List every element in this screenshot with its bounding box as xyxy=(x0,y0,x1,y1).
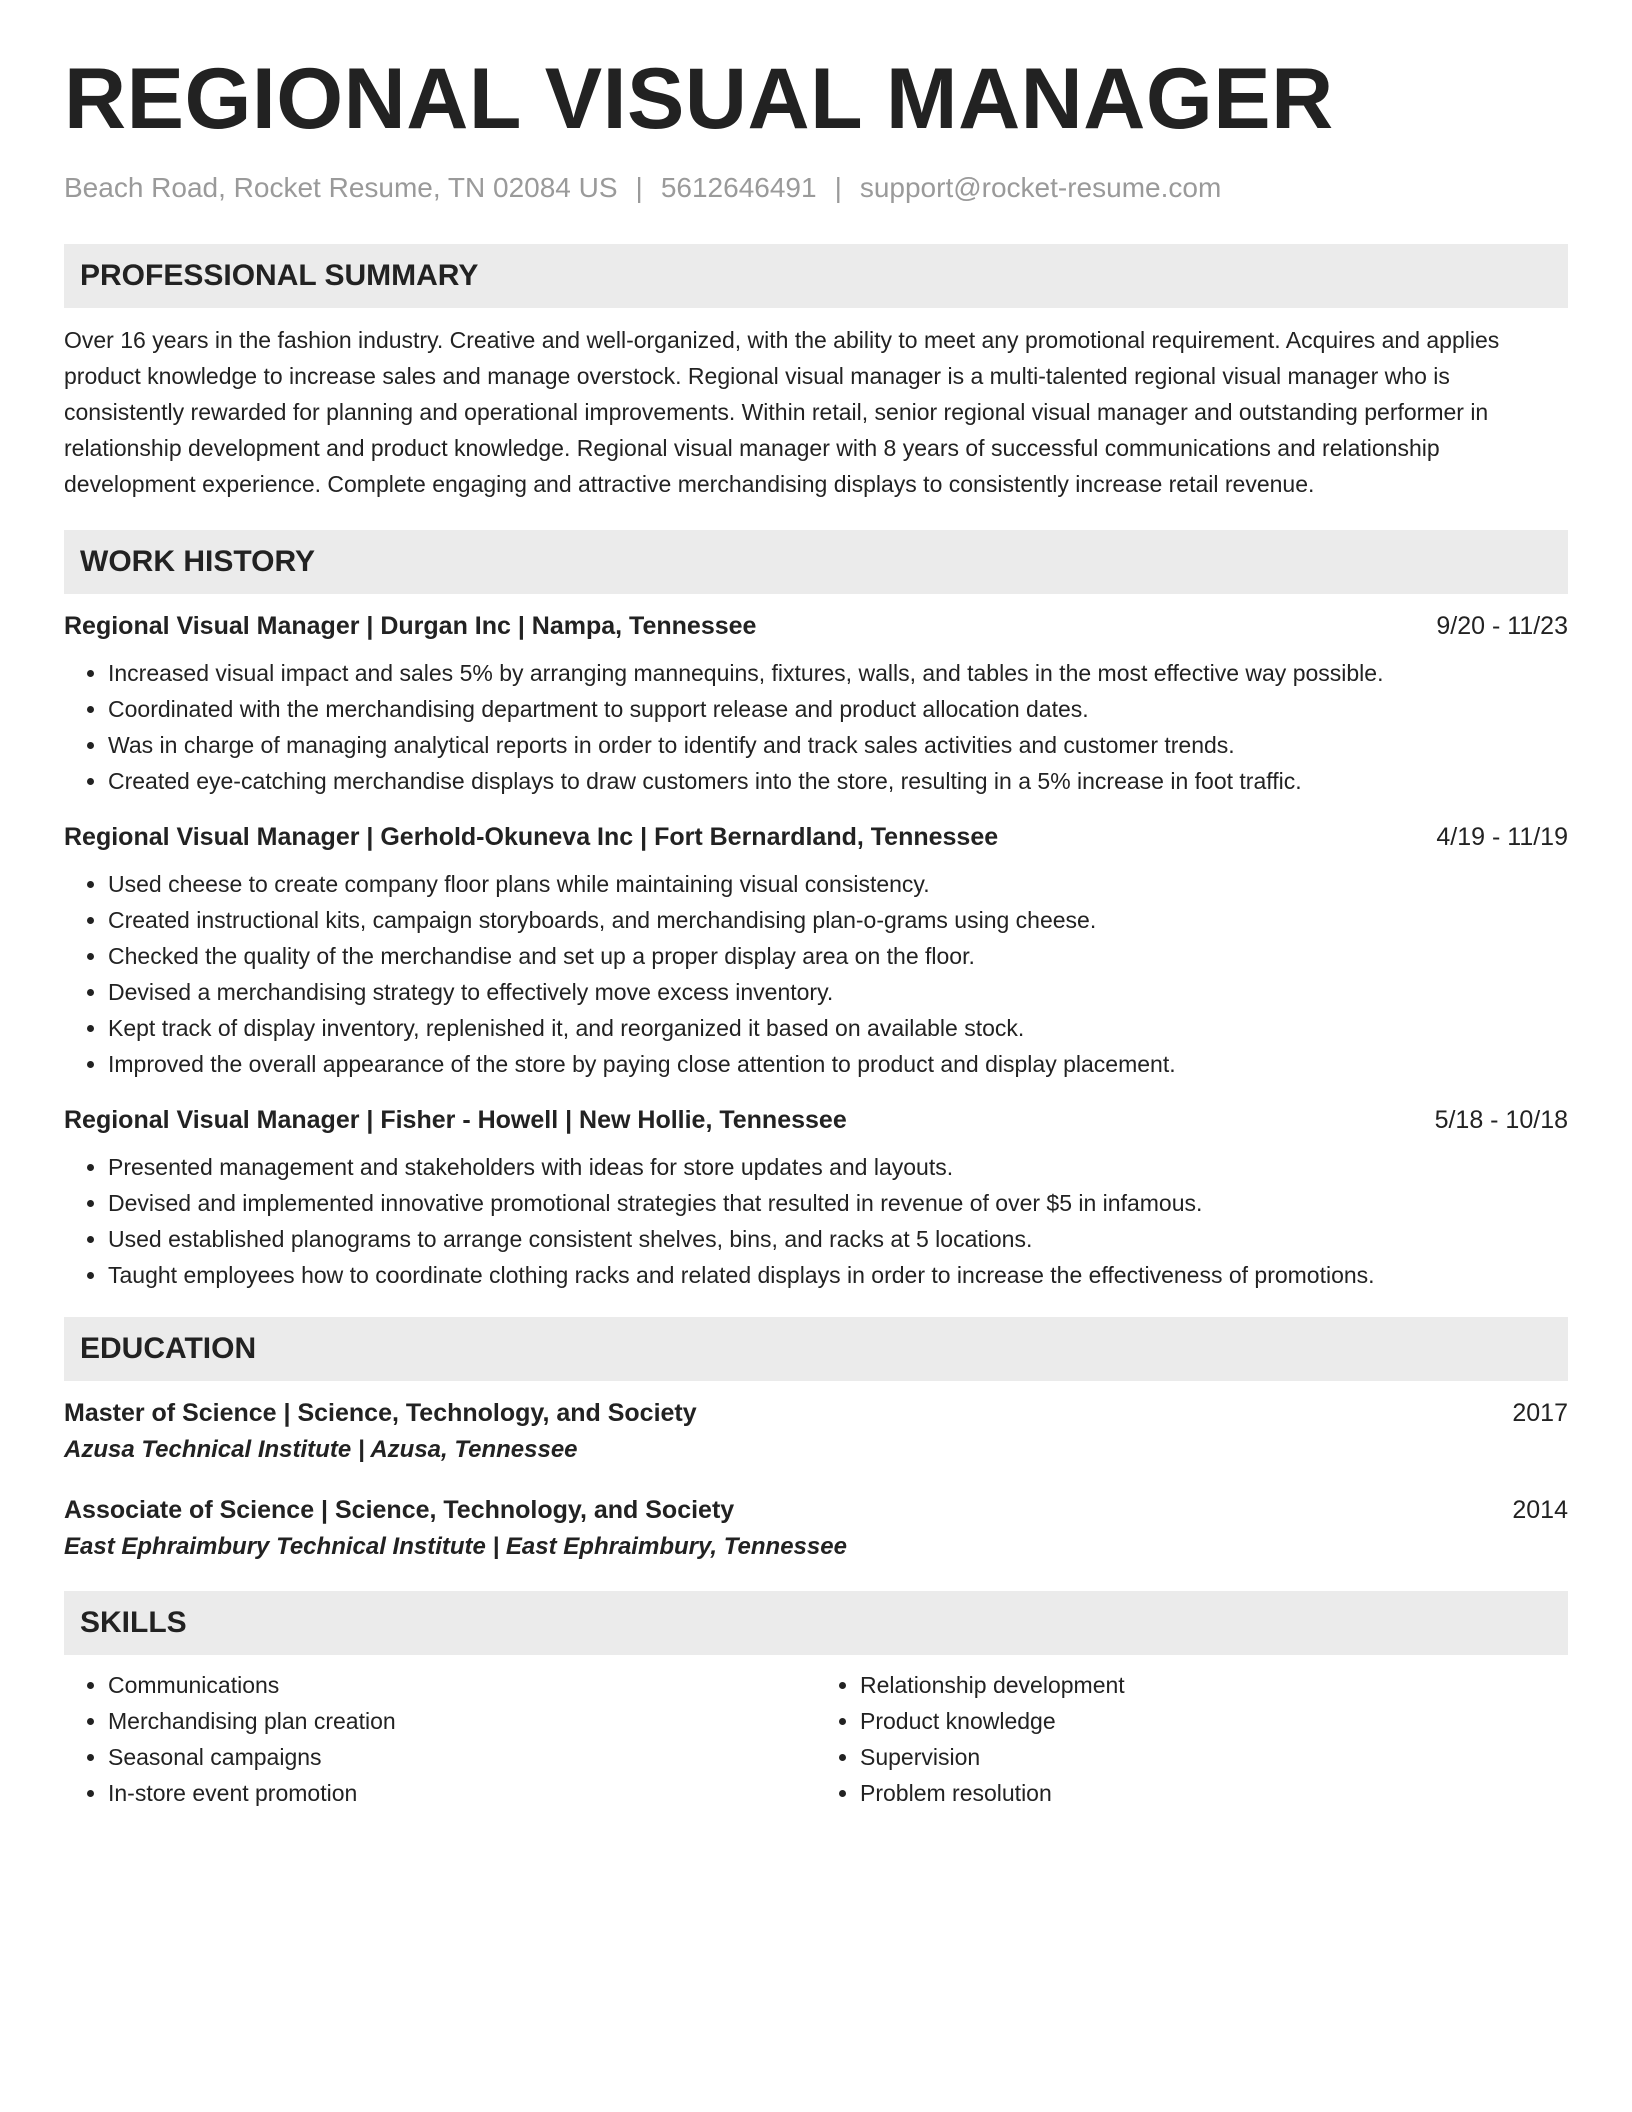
graduation-year: 2014 xyxy=(1512,1496,1568,1524)
contact-separator: | xyxy=(834,172,842,203)
contact-line xyxy=(64,172,1568,204)
section-header-summary: PROFESSIONAL SUMMARY xyxy=(64,244,1568,308)
job-dates: 9/20 - 11/23 xyxy=(1436,612,1568,640)
school: East Ephraimbury Technical Institute | East Ephraimbury, Tennessee xyxy=(64,1533,847,1560)
contact-address: Beach Road, Rocket Resume, TN 02084 US xyxy=(64,172,618,203)
job-bullet: • Devised and implemented innovative promotional strategies that resulted in revenue of over $5 in infamous. xyxy=(108,1185,1568,1221)
job-entry xyxy=(64,1106,1568,1293)
job-bullet: • Kept track of display inventory, replenished it, and reorganized it based on available stock. xyxy=(108,1010,1568,1046)
graduation-year: 2017 xyxy=(1512,1399,1568,1427)
job-bullet: • Devised a merchandising strategy to effectively move excess inventory. xyxy=(108,974,1568,1010)
job-bullets xyxy=(64,655,1568,799)
job-dates: 5/18 - 10/18 xyxy=(1434,1106,1568,1134)
job-bullets xyxy=(64,866,1568,1082)
resume-name: REGIONAL VISUAL MANAGER xyxy=(64,51,1334,147)
education-section xyxy=(64,1317,1568,1561)
contact-separator: | xyxy=(635,172,643,203)
skill-item: • Merchandising plan creation xyxy=(108,1703,816,1739)
education-entry xyxy=(64,1496,1568,1561)
skill-item: • Supervision xyxy=(860,1739,1568,1775)
job-entry xyxy=(64,612,1568,799)
job-bullet: • Presented management and stakeholders with ideas for store updates and layouts. xyxy=(108,1149,1568,1185)
section-header-work-history: WORK HISTORY xyxy=(64,530,1568,594)
school: Azusa Technical Institute | Azusa, Tennessee xyxy=(64,1436,578,1463)
skill-item: • In-store event promotion xyxy=(108,1775,816,1811)
education-entry xyxy=(64,1399,1568,1464)
job-dates: 4/19 - 11/19 xyxy=(1436,823,1568,851)
skill-item: • Product knowledge xyxy=(860,1703,1568,1739)
skill-item: • Problem resolution xyxy=(860,1775,1568,1811)
summary-section xyxy=(64,244,1568,502)
job-bullet: • Created instructional kits, campaign storyboards, and merchandising plan-o-grams using cheese. xyxy=(108,902,1568,938)
skill-item: • Relationship development xyxy=(860,1667,1568,1703)
skill-item: • Seasonal campaigns xyxy=(108,1739,816,1775)
job-bullet: • Checked the quality of the merchandise and set up a proper display area on the floor. xyxy=(108,938,1568,974)
skills-columns xyxy=(64,1667,1568,1811)
job-bullet: • Created eye-catching merchandise displays to draw customers into the store, resulting in a 5% increase in foot traffic. xyxy=(108,763,1568,799)
job-entry xyxy=(64,823,1568,1082)
job-heading: Regional Visual Manager | Gerhold-Okuneva Inc | Fort Bernardland, Tennessee xyxy=(64,823,999,851)
skills-list-right xyxy=(816,1667,1568,1811)
job-bullet: • Taught employees how to coordinate clothing racks and related displays in order to increase the effectiveness of promotions. xyxy=(108,1257,1568,1293)
job-bullet: • Was in charge of managing analytical reports in order to identify and track sales activities and customer trends. xyxy=(108,727,1568,763)
job-bullets xyxy=(64,1149,1568,1293)
degree: Master of Science | Science, Technology, and Society xyxy=(64,1399,697,1427)
job-heading: Regional Visual Manager | Fisher - Howell | New Hollie, Tennessee xyxy=(64,1106,847,1134)
job-bullet: • Improved the overall appearance of the store by paying close attention to product and display placement. xyxy=(108,1046,1568,1082)
degree: Associate of Science | Science, Technology, and Society xyxy=(64,1496,735,1524)
job-heading: Regional Visual Manager | Durgan Inc | Nampa, Tennessee xyxy=(64,612,757,640)
work-history-section xyxy=(64,530,1568,1293)
section-header-education: EDUCATION xyxy=(64,1317,1568,1381)
job-bullet: • Increased visual impact and sales 5% by arranging mannequins, fixtures, walls, and tables in the most effective way possible. xyxy=(108,655,1568,691)
section-header-skills: SKILLS xyxy=(64,1591,1568,1655)
contact-email: support@rocket-resume.com xyxy=(859,172,1222,203)
job-bullet: • Coordinated with the merchandising department to support release and product allocation dates. xyxy=(108,691,1568,727)
summary-text: Over 16 years in the fashion industry. Creative and well-organized, with the ability to meet any promotional requirement. Acquires and applies product knowledge to increase sales and manage overstock. Regional visual manager is a multi-talented regional visual manager who is consistently rewarded for planning and operational improvements. Within retail, senior regional visual manager and outstanding performer in relationship development and product knowledge. Regional visual manager with 8 years of successful communications and relationship development experience. Complete engaging and attractive merchandising displays to consistently increase retail revenue. xyxy=(64,327,1500,497)
job-bullet: • Used cheese to create company floor plans while maintaining visual consistency. xyxy=(108,866,1568,902)
contact-phone: 5612646491 xyxy=(660,172,817,203)
skills-section xyxy=(64,1591,1568,1811)
skill-item: • Communications xyxy=(108,1667,816,1703)
skills-list-left xyxy=(64,1667,816,1811)
job-bullet: • Used established planograms to arrange consistent shelves, bins, and racks at 5 locations. xyxy=(108,1221,1568,1257)
